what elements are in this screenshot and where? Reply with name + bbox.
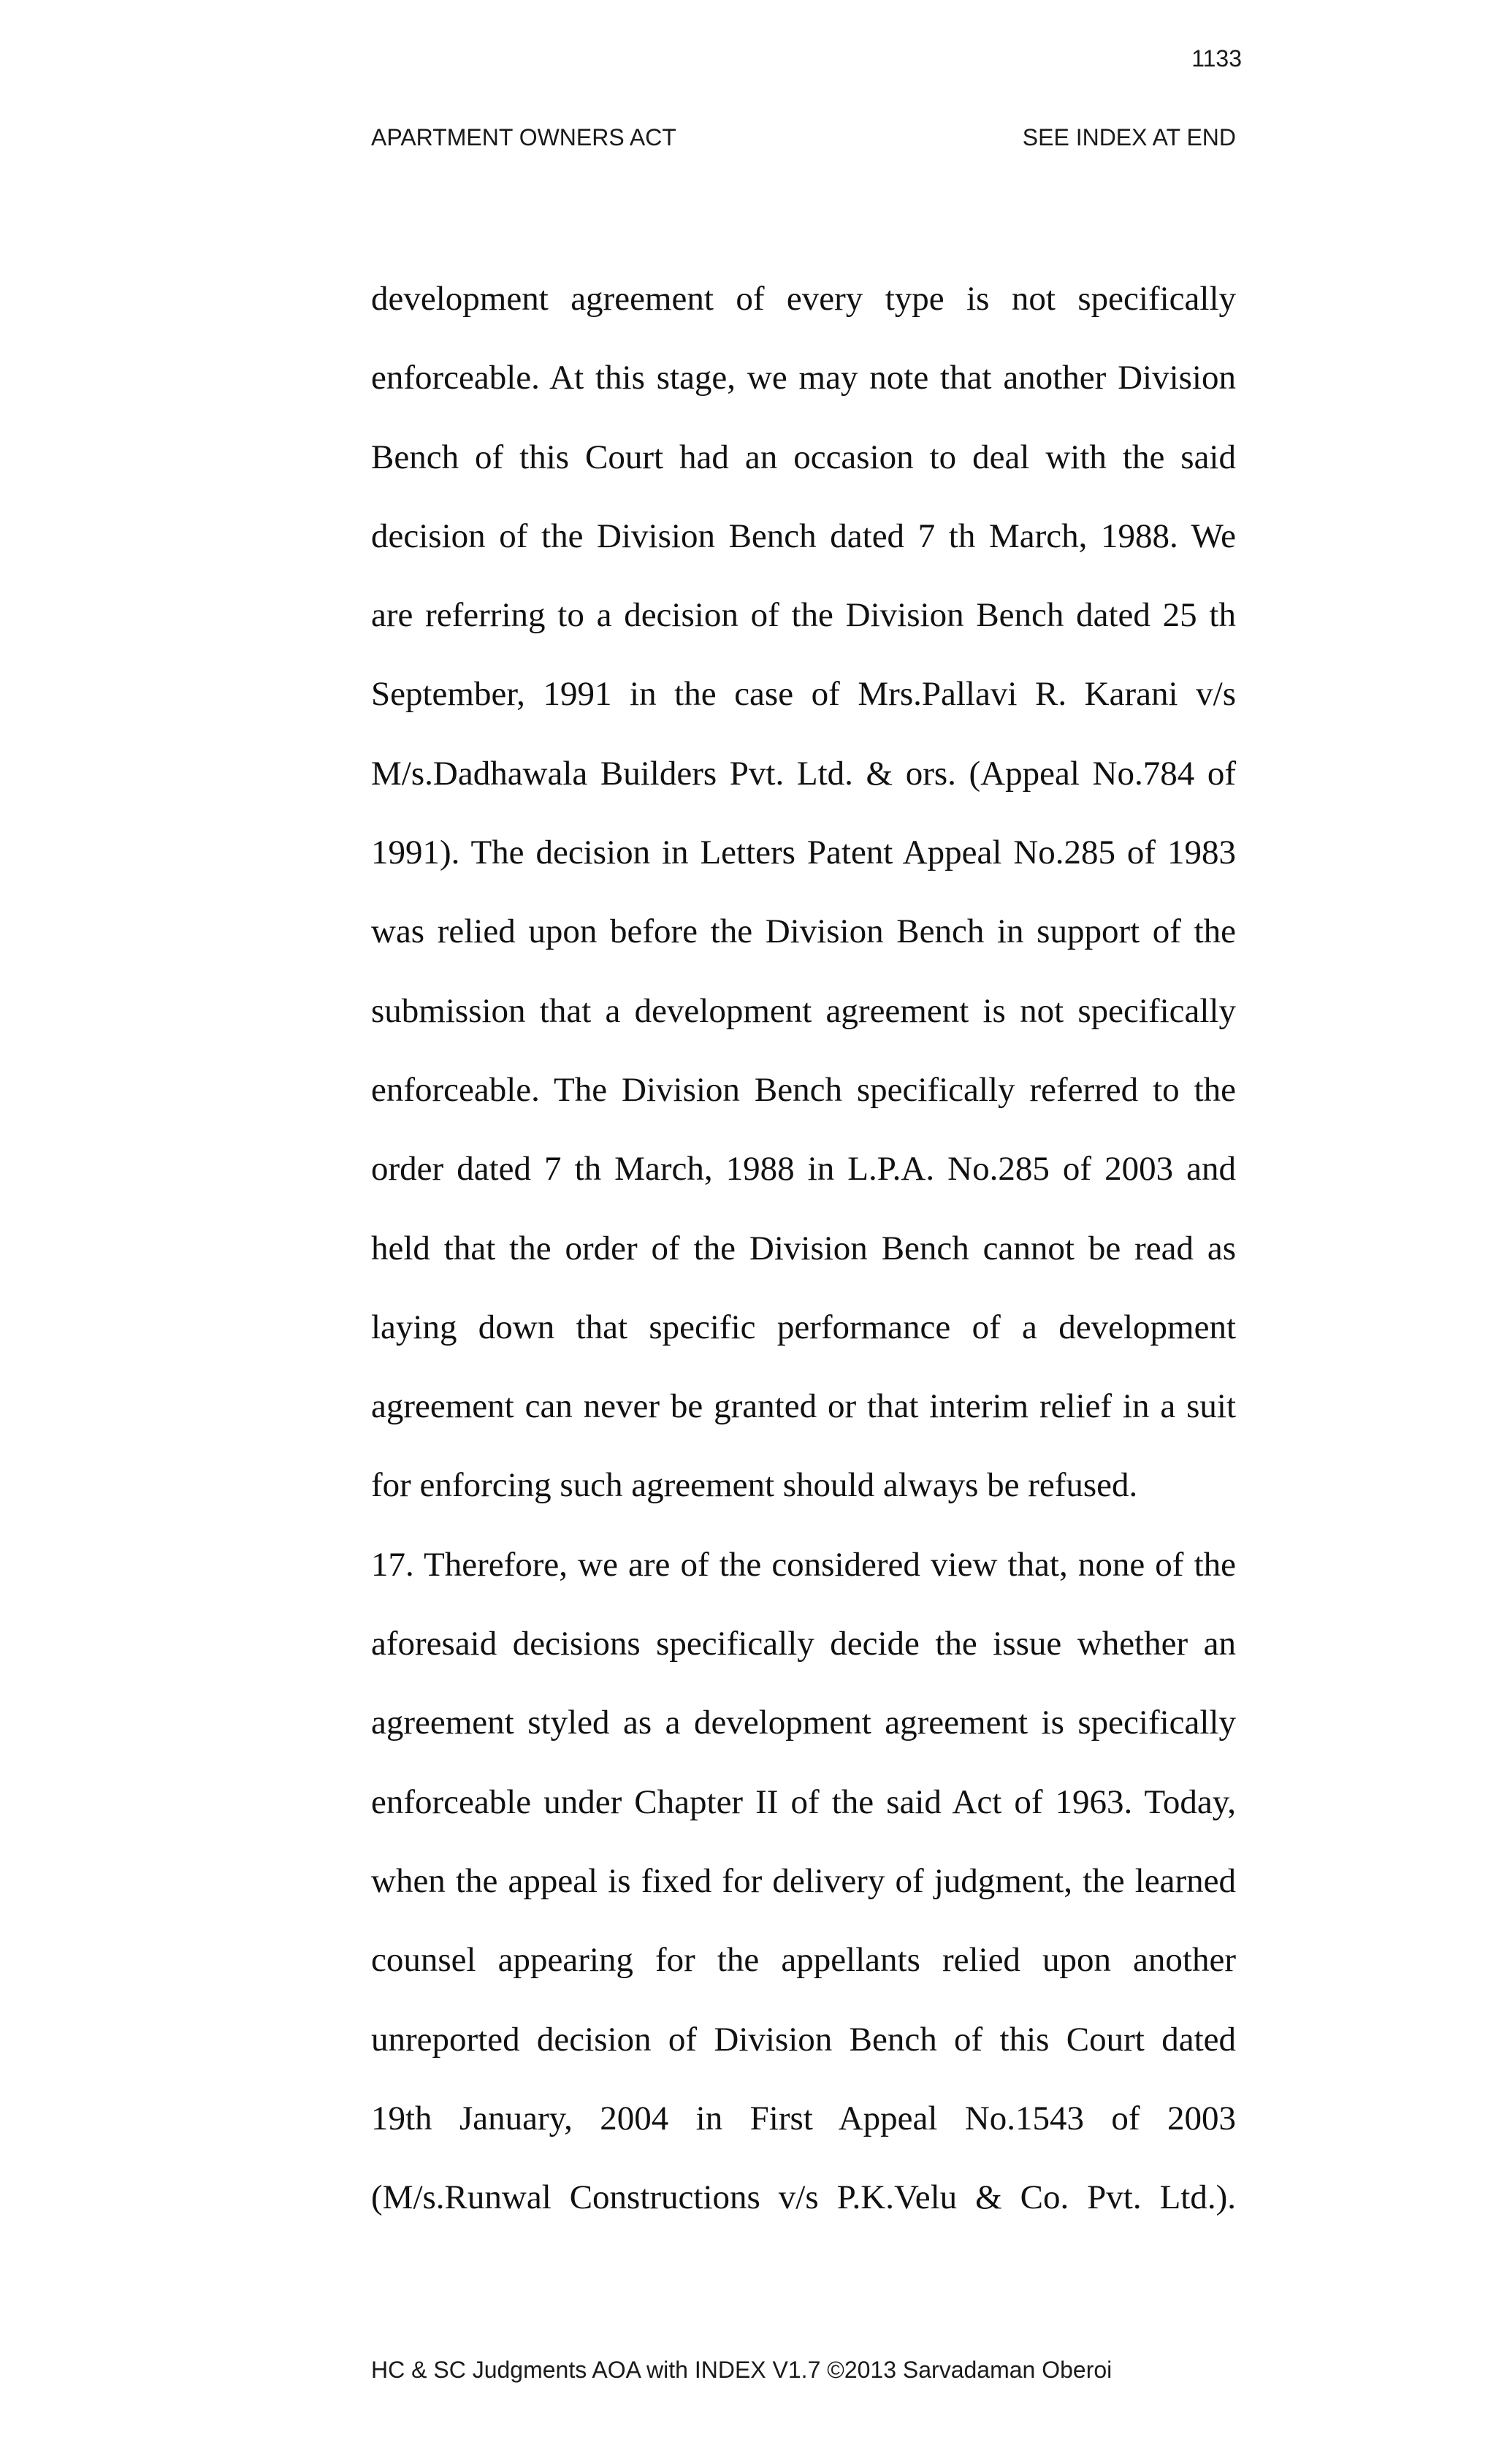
body-line: development agreement of every type is not specifically bbox=[371, 280, 1236, 318]
body-line: enforceable. The Division Bench specifically referred to the bbox=[371, 1070, 1236, 1109]
body-line: M/s.Dadhawala Builders Pvt. Ltd. & ors. (Appeal No.784 of bbox=[371, 754, 1236, 793]
body-line: laying down that specific performance of a development bbox=[371, 1308, 1236, 1346]
body-line: 1991). The decision in Letters Patent Appeal No.285 of 1983 bbox=[371, 834, 1236, 872]
body-line: Bench of this Court had an occasion to deal with the said bbox=[371, 438, 1236, 476]
body-line: was relied upon before the Division Bench in support of the bbox=[371, 912, 1236, 951]
body-line: unreported decision of Division Bench of this Court dated bbox=[371, 2020, 1236, 2059]
body-line: decision of the Division Bench dated 7 th March, 1988. We bbox=[371, 516, 1236, 555]
header-right-title: SEE INDEX AT END bbox=[1022, 124, 1236, 150]
body-line: counsel appearing for the appellants relied upon another bbox=[371, 1941, 1236, 1980]
body-line: 17. Therefore, we are of the considered view that, none of the bbox=[371, 1545, 1236, 1584]
body-line: are referring to a decision of the Division Bench dated 25 th bbox=[371, 596, 1236, 635]
page-number: 1133 bbox=[1191, 45, 1242, 72]
running-header bbox=[371, 121, 1236, 153]
body-line: submission that a development agreement is not specifically bbox=[371, 991, 1236, 1030]
body-line: enforceable under Chapter II of the said Act of 1963. Today, bbox=[371, 1782, 1236, 1821]
body-line: September, 1991 in the case of Mrs.Pallavi R. Karani v/s bbox=[371, 675, 1236, 714]
body-line: enforceable. At this stage, we may note that another Division bbox=[371, 359, 1236, 397]
body-line: agreement can never be granted or that interim relief in a suit bbox=[371, 1387, 1236, 1426]
body-line: held that the order of the Division Bench cannot be read as bbox=[371, 1229, 1236, 1267]
footer-copyright: HC & SC Judgments AOA with INDEX V1.7 ©2013 Sarvadaman Oberoi bbox=[371, 2357, 1113, 2383]
body-line: agreement styled as a development agreement is specifically bbox=[371, 1704, 1236, 1742]
body-line: aforesaid decisions specifically decide the issue whether an bbox=[371, 1625, 1236, 1663]
document-body bbox=[371, 259, 1236, 2237]
body-line: (M/s.Runwal Constructions v/s P.K.Velu & Co. Pvt. Ltd.). bbox=[371, 2178, 1236, 2217]
body-line: 19th January, 2004 in First Appeal No.1543 of 2003 bbox=[371, 2099, 1236, 2137]
body-line: when the appeal is fixed for delivery of judgment, the learned bbox=[371, 1861, 1236, 1900]
header-left-title: APARTMENT OWNERS ACT bbox=[371, 124, 676, 150]
body-line: for enforcing such agreement should always be refused. bbox=[371, 1466, 1138, 1505]
body-line: order dated 7 th March, 1988 in L.P.A. No.285 of 2003 and bbox=[371, 1150, 1236, 1189]
